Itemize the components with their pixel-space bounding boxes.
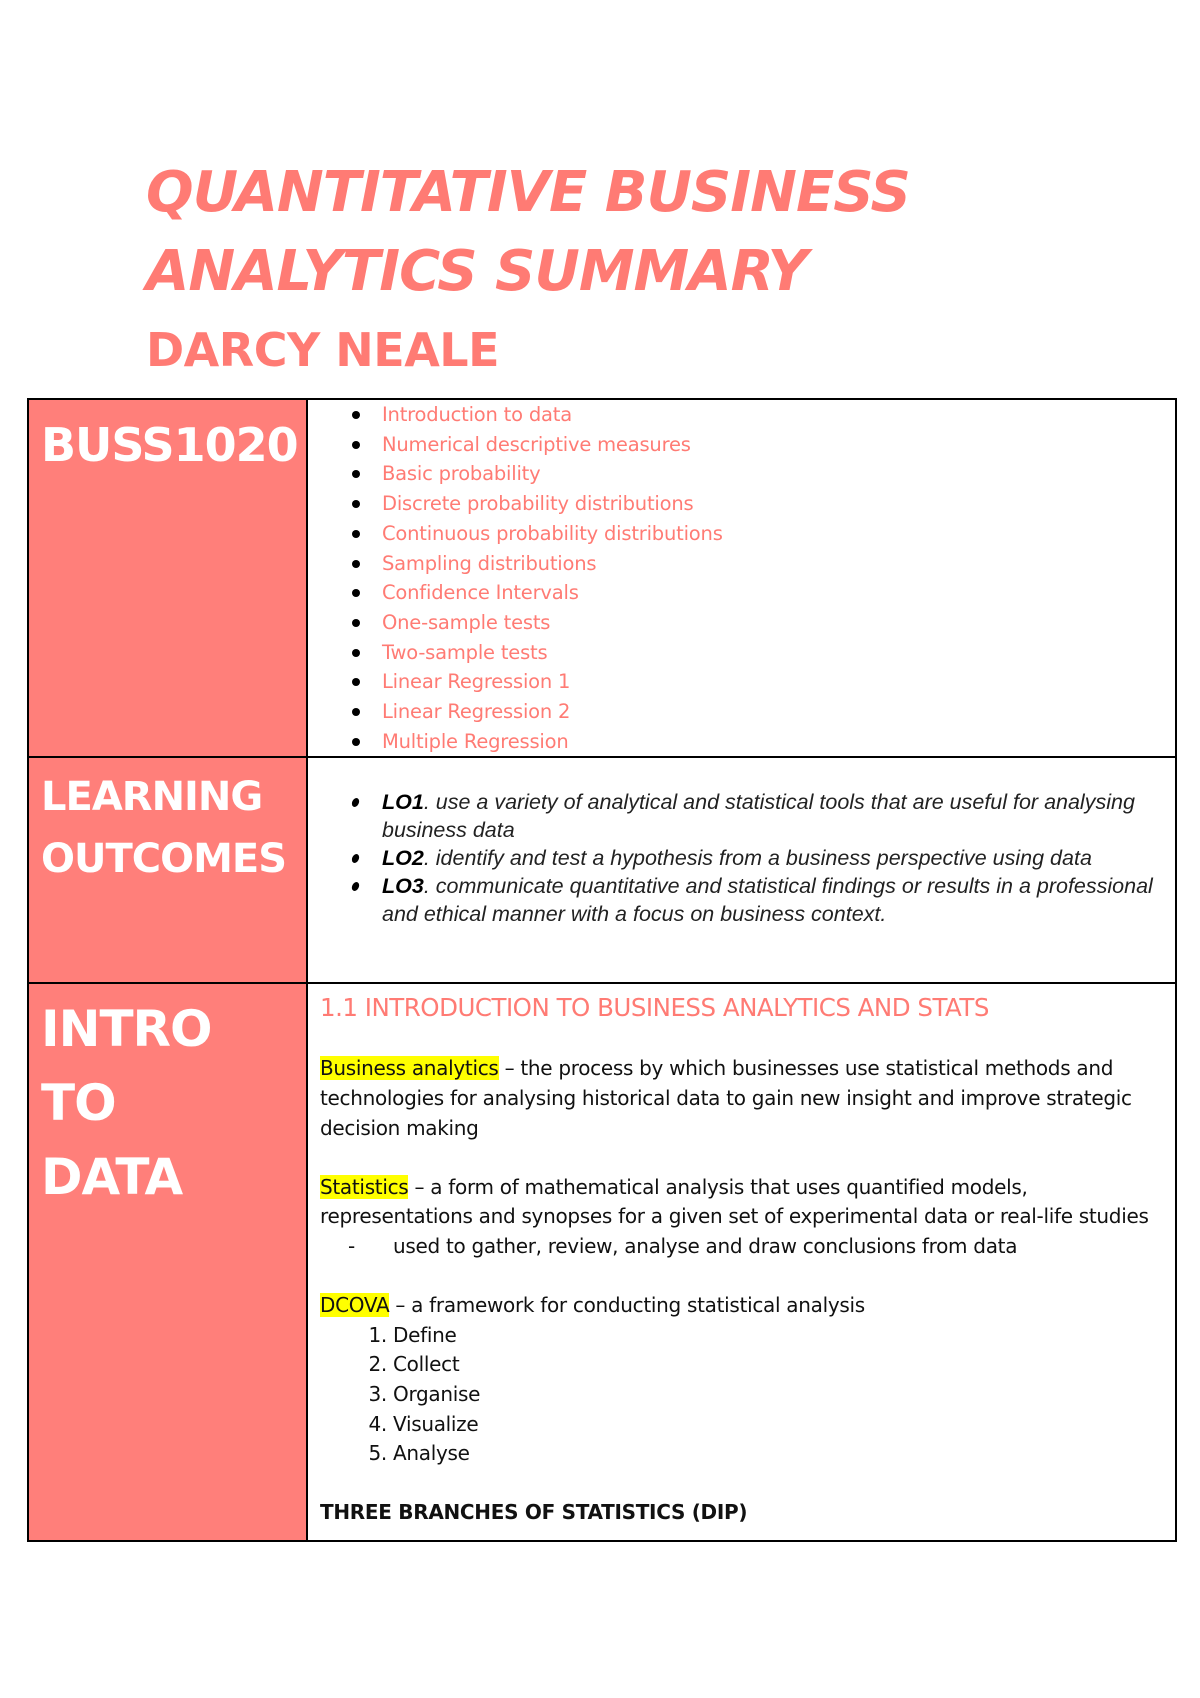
learning-outcomes-label — [29, 758, 306, 890]
learning-outcomes-label-line-2: OUTCOMES — [41, 836, 287, 883]
topic-item: Sampling distributions — [382, 549, 1175, 579]
intro-label — [29, 984, 306, 1214]
dcova-step: 5. Analyse — [393, 1439, 1155, 1469]
intro-label-line-1: INTRO TO — [41, 1000, 212, 1133]
learning-outcome-list — [308, 758, 1175, 952]
topic-item: Continuous probability distributions — [382, 519, 1175, 549]
document-title-line-1: QUANTITATIVE BUSINESS — [146, 160, 910, 225]
intro-label-line-2: DATA — [41, 1148, 183, 1207]
branches-heading: THREE BRANCHES OF STATISTICS (DIP) — [320, 1500, 748, 1525]
intro-content-cell — [307, 983, 1176, 1541]
topic-item: Linear Regression 2 — [382, 697, 1175, 727]
topic-list — [308, 400, 1175, 756]
learning-outcomes-label-cell — [28, 757, 307, 983]
highlighted-term: DCOVA — [320, 1293, 390, 1318]
learning-outcome-item — [382, 788, 1155, 844]
topic-item: Two-sample tests — [382, 638, 1175, 668]
learning-outcomes-cell — [307, 757, 1176, 983]
course-code-cell — [28, 399, 307, 757]
statistics-sub-point: - used to gather, review, analyse and draw conclusions from data — [320, 1232, 1155, 1262]
dcova-step: 3. Organise — [393, 1380, 1155, 1410]
highlighted-term: Business analytics — [320, 1056, 499, 1081]
topic-item: Discrete probability distributions — [382, 489, 1175, 519]
highlighted-term: Statistics — [320, 1174, 409, 1199]
topic-item: Multiple Regression — [382, 727, 1175, 757]
outcome-text: . communicate quantitative and statistical findings or results in a professional and ethical manner with a focus on business context. — [382, 874, 1153, 927]
course-row — [28, 399, 1176, 757]
summary-table — [27, 398, 1177, 1542]
topic-item: One-sample tests — [382, 608, 1175, 638]
topic-item: Basic probability — [382, 459, 1175, 489]
topics-cell — [307, 399, 1176, 757]
author-name: DARCY NEALE — [146, 323, 500, 377]
topic-item: Introduction to data — [382, 400, 1175, 430]
definition-text: – the process by which businesses use statistical methods and technologies for analysing historical data to gain new insight and improve strategic decision making — [320, 1056, 1132, 1140]
definition-text: – a form of mathematical analysis that uses quantified models, representations and synopses for a given set of experimental data or real-life studies — [320, 1174, 1149, 1229]
dcova-definition — [320, 1291, 1155, 1321]
outcome-text: . use a variety of analytical and statistical tools that are useful for analysing business data — [382, 790, 1135, 843]
topic-item: Numerical descriptive measures — [382, 430, 1175, 460]
learning-outcome-item — [382, 844, 1155, 872]
outcome-code: LO3 — [382, 874, 424, 899]
dcova-steps-list — [320, 1321, 1155, 1469]
document-title-line-2: ANALYTICS SUMMARY — [146, 239, 808, 304]
dcova-step: 2. Collect — [393, 1350, 1155, 1380]
outcome-code: LO1 — [382, 790, 424, 815]
outcome-code: LO2 — [382, 846, 424, 871]
statistics-definition — [320, 1173, 1155, 1232]
outcome-text: . identify and test a hypothesis from a business perspective using data — [423, 846, 1092, 871]
topic-item: Confidence Intervals — [382, 578, 1175, 608]
section-heading: 1.1 INTRODUCTION TO BUSINESS ANALYTICS AND STATS — [320, 993, 989, 1023]
course-code: BUSS1020 — [41, 418, 298, 472]
business-analytics-definition — [320, 1054, 1155, 1143]
definition-text: – a framework for conducting statistical analysis — [389, 1293, 865, 1318]
intro-row — [28, 983, 1176, 1541]
learning-outcomes-label-line-1: LEARNING — [41, 774, 263, 821]
intro-label-cell — [28, 983, 307, 1541]
learning-outcome-item — [382, 872, 1155, 928]
intro-content — [308, 984, 1175, 1540]
topic-item: Linear Regression 1 — [382, 667, 1175, 697]
learning-outcomes-row — [28, 757, 1176, 983]
dcova-step: 4. Visualize — [393, 1410, 1155, 1440]
dcova-step: 1. Define — [393, 1321, 1155, 1351]
document-title-block — [146, 158, 1146, 380]
